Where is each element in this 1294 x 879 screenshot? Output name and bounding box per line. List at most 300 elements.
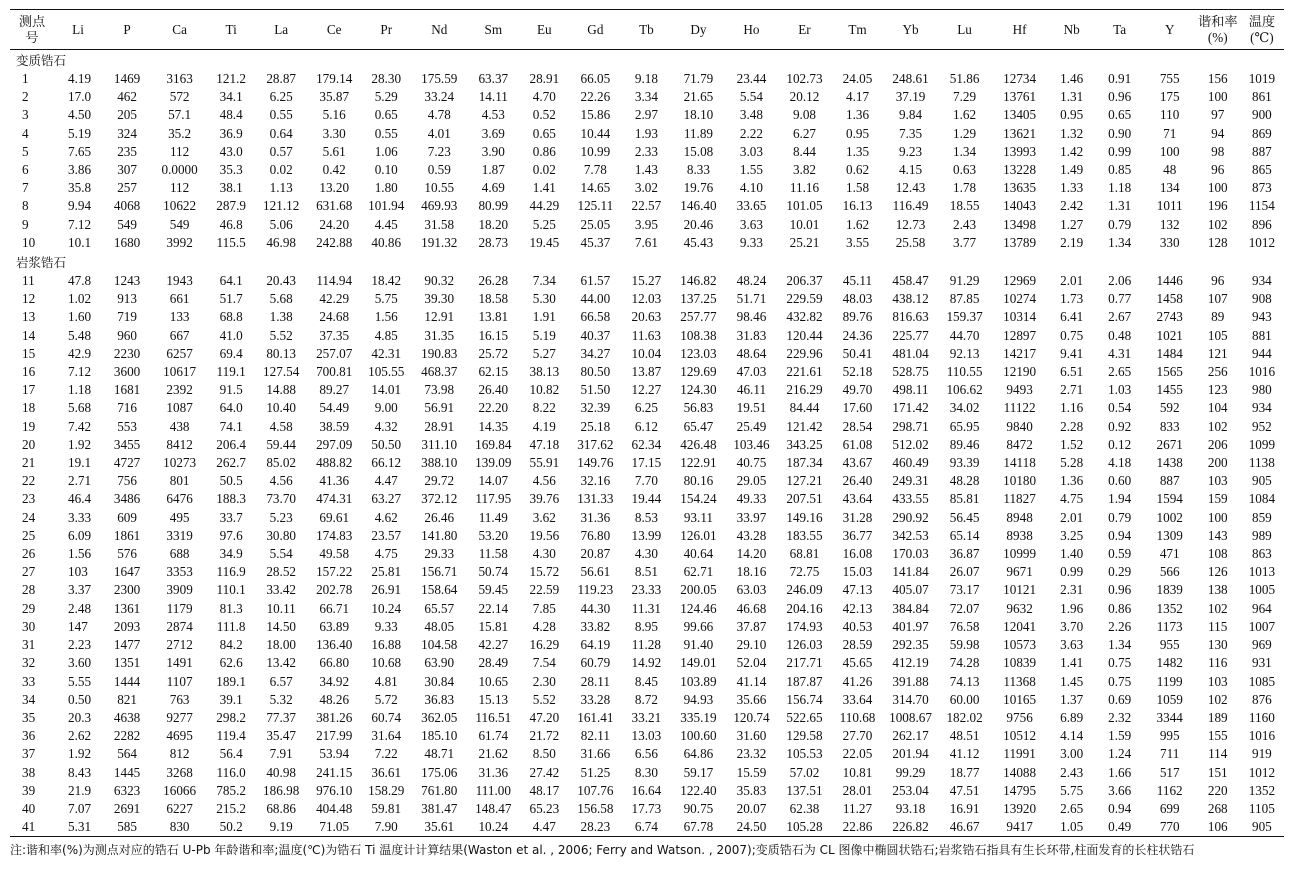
- value-cell: 157.22: [316, 564, 353, 580]
- value-cell: 4.28: [532, 618, 556, 634]
- value-cell: 116.51: [475, 709, 512, 725]
- value-cell: 8.72: [634, 691, 658, 707]
- value-cell: 13.20: [319, 180, 350, 196]
- value-cell: 10.99: [580, 143, 611, 159]
- value-cell: 100: [1159, 143, 1180, 159]
- value-cell: 121.2: [216, 71, 246, 86]
- value-cell: 0.92: [1108, 418, 1132, 434]
- value-cell: 381.47: [421, 800, 458, 816]
- value-cell: 13.87: [631, 364, 662, 380]
- value-cell: 5.29: [374, 89, 398, 105]
- value-cell: 4.50: [68, 107, 92, 123]
- value-cell: 33.64: [842, 691, 873, 707]
- value-cell: 1.56: [68, 546, 92, 562]
- value-cell: 7.65: [68, 143, 92, 159]
- value-cell: 0.55: [269, 107, 293, 123]
- value-cell: 90.32: [424, 273, 455, 289]
- value-cell: 4.75: [374, 546, 398, 562]
- value-cell: 3.95: [634, 216, 658, 232]
- value-cell: 206.4: [216, 436, 246, 452]
- value-cell: 955: [1159, 637, 1180, 653]
- value-cell: 2.42: [1060, 198, 1084, 214]
- value-cell: 761.80: [421, 782, 458, 798]
- value-cell: 25.58: [895, 234, 926, 250]
- value-cell: 35.87: [319, 89, 350, 105]
- value-cell: 1.40: [1060, 546, 1084, 562]
- value-cell: 44.29: [529, 198, 560, 214]
- value-cell: 12.43: [895, 180, 926, 196]
- value-cell: 159.37: [946, 309, 983, 325]
- value-cell: 1361: [113, 600, 141, 616]
- value-cell: 76.80: [580, 527, 611, 543]
- value-cell: 0.79: [1108, 216, 1132, 232]
- value-cell: 10512: [1003, 728, 1037, 744]
- value-cell: 183.55: [786, 527, 823, 543]
- value-cell: 944: [1251, 345, 1272, 361]
- value-cell: 14043: [1003, 198, 1037, 214]
- value-cell: 28.30: [371, 71, 402, 86]
- value-cell: 1.92: [68, 746, 92, 762]
- value-cell: 46.98: [266, 234, 296, 250]
- value-cell: 14.20: [736, 546, 767, 562]
- value-cell: 93.18: [895, 800, 926, 816]
- value-cell: 292.35: [892, 637, 929, 653]
- value-cell: 26.40: [842, 473, 873, 489]
- value-cell: 8.22: [532, 400, 556, 416]
- spot-number-cell: 12: [22, 291, 36, 307]
- value-cell: 1.34: [1108, 234, 1132, 250]
- value-cell: 91.5: [219, 382, 243, 398]
- value-cell: 33.42: [266, 582, 296, 598]
- value-cell: 60.00: [949, 691, 980, 707]
- value-cell: 13.81: [478, 309, 509, 325]
- value-cell: 24.05: [842, 71, 873, 86]
- value-cell: 5.31: [54, 818, 102, 837]
- value-cell: 2.26: [1108, 618, 1132, 634]
- value-cell: 248.61: [892, 71, 929, 86]
- spot-number-cell: 30: [22, 618, 36, 634]
- value-cell: 0.91: [1108, 71, 1132, 86]
- spot-number-cell: 19: [22, 418, 36, 434]
- value-cell: 59.45: [478, 582, 509, 598]
- value-cell: 11.58: [478, 546, 508, 562]
- value-cell: 8.43: [68, 764, 92, 780]
- value-cell: 74.28: [949, 655, 980, 671]
- value-cell: 2.01: [1060, 509, 1084, 525]
- spot-number-cell: 15: [22, 345, 36, 361]
- value-cell: 189: [1207, 709, 1228, 725]
- spot-number-cell: 13: [22, 309, 36, 325]
- value-cell: 3486: [113, 491, 141, 507]
- value-cell: 17.60: [842, 400, 873, 416]
- value-cell: 246.09: [786, 582, 823, 598]
- value-cell: 2.62: [68, 728, 92, 744]
- value-cell: 3353: [166, 564, 193, 580]
- value-cell: 861: [1251, 89, 1272, 105]
- value-cell: 566: [1159, 564, 1180, 580]
- value-cell: 8.33: [686, 162, 710, 178]
- value-cell: 0.42: [322, 162, 346, 178]
- column-header: Tb: [621, 10, 671, 50]
- value-cell: 1.36: [845, 107, 870, 123]
- spot-number-cell: 10: [22, 234, 36, 250]
- value-cell: 0.02: [269, 162, 293, 178]
- table-row: [10, 673, 1284, 691]
- value-cell: 6.27: [792, 125, 817, 141]
- value-cell: 24.50: [725, 818, 777, 837]
- value-cell: 119.4: [216, 728, 246, 744]
- value-cell: 116.0: [216, 764, 246, 780]
- value-cell: 15.86: [580, 107, 611, 123]
- value-cell: 17.15: [631, 455, 662, 471]
- value-cell: 1087: [166, 400, 193, 416]
- value-cell: 63.37: [478, 71, 509, 86]
- value-cell: 14.35: [478, 418, 509, 434]
- value-cell: 42.31: [371, 345, 402, 361]
- value-cell: 65.47: [683, 418, 714, 434]
- value-cell: 48.4: [219, 107, 243, 123]
- value-cell: 31.60: [736, 728, 767, 744]
- value-cell: 9417: [992, 818, 1048, 837]
- value-cell: 110.68: [839, 709, 876, 725]
- value-cell: 59.81: [371, 800, 402, 816]
- value-cell: 149.01: [680, 655, 717, 671]
- value-cell: 138: [1207, 582, 1228, 598]
- value-cell: 2.33: [634, 143, 658, 159]
- value-cell: 33.97: [736, 509, 767, 525]
- value-cell: 27.70: [842, 728, 873, 744]
- value-cell: 36.83: [424, 691, 455, 707]
- value-cell: 18.77: [949, 764, 980, 780]
- value-cell: 82.11: [580, 728, 610, 744]
- value-cell: 64.19: [580, 637, 611, 653]
- value-cell: 35.61: [411, 818, 467, 837]
- table-row: [10, 106, 1284, 124]
- value-cell: 64.86: [683, 746, 714, 762]
- value-cell: 65.14: [949, 527, 980, 543]
- column-header: Yb: [884, 10, 938, 50]
- value-cell: 5.75: [374, 291, 398, 307]
- column-header: Ta: [1096, 10, 1144, 50]
- table-row: [10, 636, 1284, 654]
- value-cell: 2392: [166, 382, 193, 398]
- value-cell: 59.98: [949, 637, 980, 653]
- value-cell: 65.95: [949, 418, 980, 434]
- value-cell: 235: [117, 143, 137, 159]
- value-cell: 107.76: [577, 782, 614, 798]
- value-cell: 1160: [1248, 709, 1275, 725]
- column-header: Li: [54, 10, 102, 50]
- value-cell: 18.00: [266, 637, 296, 653]
- table-row: [10, 727, 1284, 745]
- value-cell: 11.63: [631, 327, 661, 343]
- value-cell: 156.74: [786, 691, 823, 707]
- value-cell: 63.27: [371, 491, 402, 507]
- value-cell: 391.88: [892, 673, 929, 689]
- value-cell: 47.20: [529, 709, 560, 725]
- value-cell: 47.8: [68, 273, 92, 289]
- value-cell: 80.13: [266, 345, 296, 361]
- value-cell: 12.91: [424, 309, 455, 325]
- value-cell: 129.58: [786, 728, 823, 744]
- spot-number-cell: 11: [22, 273, 35, 289]
- value-cell: 7.07: [68, 800, 92, 816]
- value-cell: 4638: [113, 709, 141, 725]
- value-cell: 12.27: [631, 382, 662, 398]
- value-cell: 158.29: [368, 782, 405, 798]
- value-cell: 1002: [1156, 509, 1183, 525]
- value-cell: 89: [1211, 309, 1225, 325]
- value-cell: 114: [1208, 746, 1228, 762]
- value-cell: 3.00: [1060, 746, 1084, 762]
- value-cell: 34.1: [219, 89, 243, 105]
- value-cell: 57.1: [168, 107, 192, 123]
- value-cell: 4.19: [68, 71, 92, 86]
- value-cell: 0.60: [1108, 473, 1132, 489]
- value-cell: 11368: [1003, 673, 1036, 689]
- value-cell: 290.92: [892, 509, 929, 525]
- value-cell: 139.09: [475, 455, 512, 471]
- value-cell: 10121: [1003, 582, 1037, 598]
- value-cell: 462: [117, 89, 137, 105]
- value-cell: 307: [117, 162, 137, 178]
- value-cell: 2.32: [1108, 709, 1132, 725]
- value-cell: 15.13: [478, 691, 509, 707]
- value-cell: 8.95: [634, 618, 658, 634]
- value-cell: 1.58: [845, 180, 870, 196]
- value-cell: 108: [1207, 546, 1228, 562]
- value-cell: 44.30: [580, 600, 611, 616]
- value-cell: 1.56: [374, 309, 398, 325]
- value-cell: 10617: [163, 364, 197, 380]
- value-cell: 960: [117, 327, 137, 343]
- value-cell: 1458: [1156, 291, 1183, 307]
- value-cell: 6.51: [1060, 364, 1084, 380]
- spot-number-cell: 22: [22, 473, 36, 489]
- value-cell: 29.33: [424, 546, 455, 562]
- value-cell: 76.58: [949, 618, 980, 634]
- value-cell: 38.13: [529, 364, 560, 380]
- value-cell: 11991: [1003, 746, 1036, 762]
- value-cell: 913: [117, 291, 137, 307]
- value-cell: 943: [1251, 309, 1272, 325]
- value-cell: 29.05: [736, 473, 767, 489]
- value-cell: 40.75: [736, 455, 767, 471]
- value-cell: 1016: [1248, 728, 1276, 744]
- value-cell: 1012: [1248, 764, 1276, 780]
- value-cell: 32.16: [580, 473, 611, 489]
- value-cell: 130: [1207, 637, 1228, 653]
- value-cell: 96: [1211, 273, 1225, 289]
- value-cell: 1.33: [1060, 180, 1084, 196]
- table-row: [10, 545, 1284, 563]
- value-cell: 2743: [1156, 309, 1183, 325]
- value-cell: 116: [1208, 655, 1228, 671]
- value-cell: 28.54: [842, 418, 873, 434]
- value-cell: 512.02: [892, 436, 929, 452]
- value-cell: 1008.67: [889, 709, 932, 725]
- value-cell: 36.87: [949, 546, 980, 562]
- value-cell: 4.14: [1060, 728, 1084, 744]
- value-cell: 102.73: [786, 71, 823, 86]
- value-cell: 2.23: [68, 637, 92, 653]
- value-cell: 48.03: [842, 291, 873, 307]
- value-cell: 66.71: [319, 600, 350, 616]
- value-cell: 335.19: [680, 709, 717, 725]
- value-cell: 81.3: [219, 600, 243, 616]
- value-cell: 85.81: [949, 491, 980, 507]
- value-cell: 6.25: [634, 400, 658, 416]
- value-cell: 93.11: [683, 509, 714, 525]
- value-cell: 1.24: [1108, 746, 1132, 762]
- value-cell: 41.0: [219, 327, 243, 343]
- value-cell: 35.47: [266, 728, 296, 744]
- value-cell: 5.32: [269, 691, 293, 707]
- value-cell: 488.82: [316, 455, 353, 471]
- table-footnote: 注:谐和率(%)为测点对应的锆石 U-Pb 年龄谐和率;温度(℃)为锆石 Ti 温度计计算结果(Waston et al. , 2006; Ferry and Watson. , 2007);变质锆石为 CL 图像中椭圆状锆石;岩浆锆石指具有生长环带,柱面发育的长柱状锆石: [10, 843, 1195, 857]
- value-cell: 201.94: [892, 746, 929, 762]
- spot-number-cell: 6: [22, 162, 29, 178]
- value-cell: 49.33: [736, 491, 767, 507]
- value-cell: 119.23: [577, 582, 614, 598]
- value-cell: 127.21: [786, 473, 823, 489]
- table-row: [10, 272, 1284, 290]
- value-cell: 0.99: [1060, 564, 1084, 580]
- value-cell: 4.85: [374, 327, 398, 343]
- value-cell: 106.62: [946, 382, 983, 398]
- value-cell: 36.77: [842, 527, 873, 543]
- value-cell: 34.27: [580, 345, 611, 361]
- value-cell: 42.29: [319, 291, 350, 307]
- value-cell: 5.06: [269, 216, 293, 232]
- value-cell: 72.75: [789, 564, 820, 580]
- value-cell: 9756: [1006, 709, 1033, 725]
- value-cell: 100.60: [680, 728, 717, 744]
- value-cell: 859: [1251, 509, 1272, 525]
- spot-number-cell: 35: [22, 709, 36, 725]
- value-cell: 4.32: [374, 418, 398, 434]
- value-cell: 6.41: [1060, 309, 1084, 325]
- value-cell: 711: [1160, 746, 1180, 762]
- value-cell: 28.23: [569, 818, 621, 837]
- value-cell: 0.48: [1108, 327, 1132, 343]
- spot-number-cell: 1: [22, 71, 29, 86]
- value-cell: 0.90: [1108, 125, 1132, 141]
- value-cell: 4.01: [427, 125, 451, 141]
- value-cell: 13.99: [631, 527, 662, 543]
- value-cell: 3.82: [792, 162, 817, 178]
- value-cell: 63.90: [424, 655, 455, 671]
- value-cell: 401.97: [892, 618, 929, 634]
- value-cell: 1446: [1156, 273, 1183, 289]
- value-cell: 5.55: [68, 673, 92, 689]
- value-cell: 14.01: [371, 382, 402, 398]
- value-cell: 763: [169, 691, 190, 707]
- value-cell: 2300: [113, 582, 141, 598]
- value-cell: 174.83: [316, 527, 353, 543]
- table-row: [10, 436, 1284, 454]
- value-cell: 2874: [166, 618, 193, 634]
- value-cell: 16.64: [631, 782, 662, 798]
- value-cell: 0.94: [1108, 800, 1132, 816]
- value-cell: 80.99: [478, 198, 509, 214]
- value-cell: 52.18: [842, 364, 873, 380]
- value-cell: 16.29: [529, 637, 560, 653]
- value-cell: 7.54: [532, 655, 556, 671]
- value-cell: 28.91: [529, 71, 560, 86]
- value-cell: 1.80: [374, 180, 398, 196]
- value-cell: 3.90: [481, 143, 505, 159]
- value-cell: 20.3: [68, 709, 92, 725]
- value-cell: 40.86: [371, 234, 402, 250]
- value-cell: 101.94: [368, 198, 405, 214]
- value-cell: 28.59: [842, 637, 873, 653]
- value-cell: 1309: [1156, 527, 1183, 543]
- value-cell: 2093: [113, 618, 141, 634]
- value-cell: 89.46: [949, 436, 980, 452]
- value-cell: 0.55: [374, 125, 398, 141]
- value-cell: 1.93: [634, 125, 658, 141]
- value-cell: 62.34: [631, 436, 662, 452]
- value-cell: 11.49: [478, 509, 508, 525]
- value-cell: 3.02: [634, 180, 658, 196]
- value-cell: 40.37: [580, 327, 611, 343]
- column-header: Dy: [671, 10, 725, 50]
- table-row: [10, 782, 1284, 800]
- value-cell: 5.19: [68, 125, 92, 141]
- value-cell: 262.7: [216, 455, 246, 471]
- spot-number-cell: 20: [22, 436, 36, 452]
- value-cell: 1.37: [1060, 691, 1084, 707]
- column-header: Ce: [307, 10, 361, 50]
- value-cell: 9.33: [739, 234, 763, 250]
- table-row: [10, 818, 1284, 837]
- value-cell: 56.61: [580, 564, 611, 580]
- value-cell: 35.83: [736, 782, 767, 798]
- value-cell: 107: [1207, 291, 1228, 307]
- value-cell: 89.27: [319, 382, 350, 398]
- value-cell: 185.10: [421, 728, 458, 744]
- value-cell: 60.79: [580, 655, 611, 671]
- value-cell: 97: [1211, 107, 1225, 123]
- value-cell: 900: [1251, 107, 1272, 123]
- value-cell: 50.41: [842, 345, 873, 361]
- value-cell: 34.92: [319, 673, 350, 689]
- value-cell: 1005: [1248, 582, 1276, 598]
- value-cell: 0.94: [1108, 527, 1132, 543]
- value-cell: 343.25: [786, 436, 823, 452]
- value-cell: 49.58: [319, 546, 350, 562]
- value-cell: 2.19: [1060, 234, 1084, 250]
- value-cell: 257: [117, 180, 137, 196]
- value-cell: 13.03: [631, 728, 662, 744]
- value-cell: 876: [1251, 691, 1272, 707]
- value-cell: 50.50: [371, 436, 402, 452]
- value-cell: 873: [1251, 180, 1272, 196]
- value-cell: 121.12: [263, 198, 300, 214]
- value-cell: 26.07: [949, 564, 980, 580]
- value-cell: 10.44: [580, 125, 611, 141]
- section-heading-row: [10, 252, 1284, 272]
- value-cell: 1.03: [1108, 382, 1132, 398]
- column-header: Nb: [1048, 10, 1096, 50]
- value-cell: 1438: [1156, 455, 1183, 471]
- value-cell: 11122: [1003, 400, 1036, 416]
- value-cell: 93.39: [949, 455, 980, 471]
- value-cell: 7.78: [583, 162, 607, 178]
- value-cell: 122.40: [680, 782, 717, 798]
- value-cell: 0.96: [1108, 89, 1132, 105]
